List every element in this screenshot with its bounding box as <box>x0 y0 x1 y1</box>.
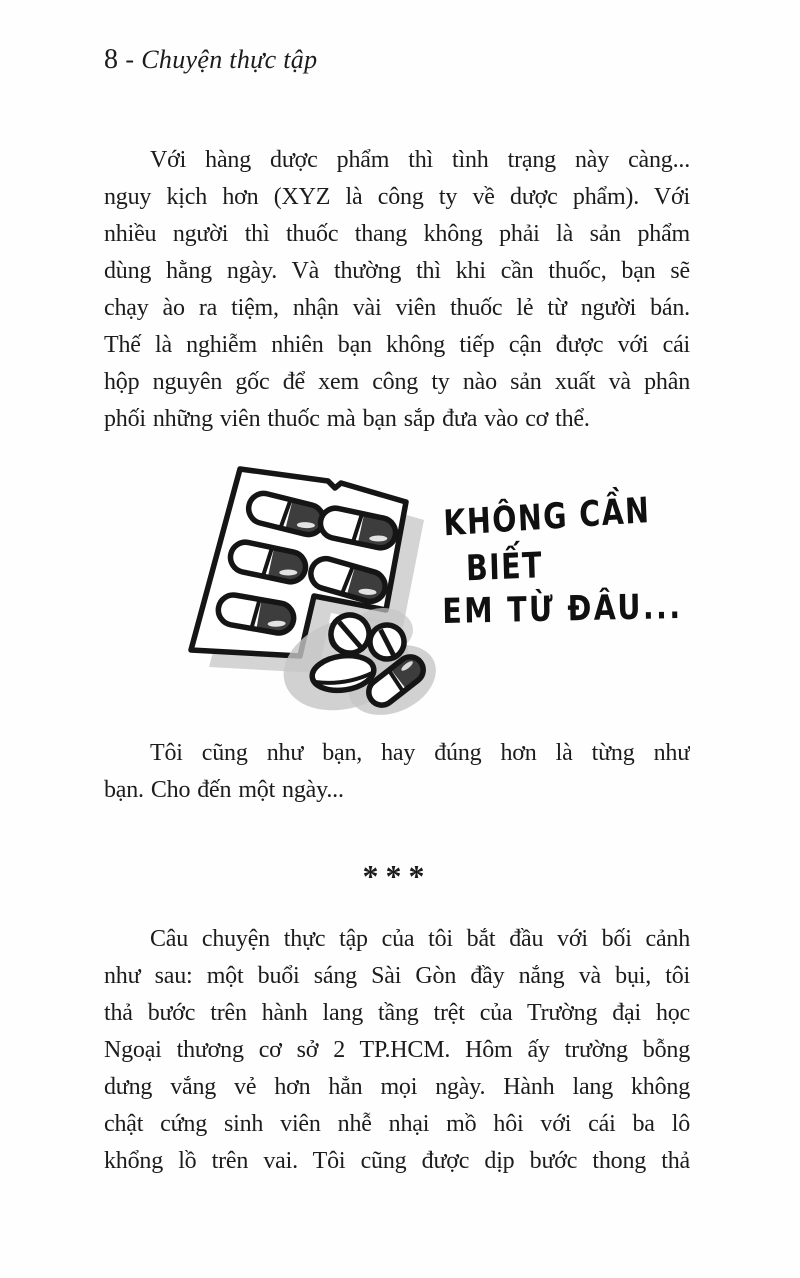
handwritten-caption-line-1: KHÔNG CẦN <box>442 490 652 545</box>
text-line: nhiều người thì thuốc thang không phải là sản phẩm <box>104 221 690 247</box>
header-separator: - <box>125 45 135 74</box>
page-number: 8 <box>104 44 119 75</box>
paragraph-1 <box>104 142 690 438</box>
text-line: nguy kịch hơn (XYZ là công ty về dược phẩm). Với <box>104 184 690 210</box>
text-line: hộp nguyên gốc để xem công ty nào sản xuất và phân <box>104 369 690 395</box>
pills-illustration <box>178 452 738 722</box>
text-line: dùng hằng ngày. Và thường thì khi cần thuốc, bạn sẽ <box>104 258 690 284</box>
text-line: phối những viên thuốc mà bạn sắp đưa vào cơ thể. <box>104 406 590 432</box>
chapter-title: Chuyện thực tập <box>141 45 318 74</box>
paragraph-2 <box>104 735 690 809</box>
text-line: dưng vắng vẻ hơn hẳn mọi ngày. Hành lang không <box>104 1074 690 1100</box>
text-line: như sau: một buổi sáng Sài Gòn đầy nắng và bụi, tôi <box>104 963 690 989</box>
text-line: Câu chuyện thực tập của tôi bắt đầu với bối cảnh <box>150 926 690 952</box>
text-line: khổng lồ trên vai. Tôi cũng được dịp bước thong thả <box>104 1148 690 1174</box>
text-line: Với hàng dược phẩm thì tình trạng này càng... <box>150 147 690 173</box>
handwritten-caption-line-3: EM TỪ ĐÂU... <box>442 586 683 633</box>
text-line: Tôi cũng như bạn, hay đúng hơn là từng như <box>150 740 690 766</box>
paragraph-3 <box>104 921 690 1180</box>
text-line: Ngoại thương cơ sở 2 TP.HCM. Hôm ấy trường bỗng <box>104 1037 690 1063</box>
section-break: *** <box>362 858 432 894</box>
text-line: Thế là nghiễm nhiên bạn không tiếp cận được với cái <box>104 332 690 358</box>
handwritten-caption-line-2: BIẾT <box>465 545 544 590</box>
page-header <box>104 44 317 76</box>
text-line: thả bước trên hành lang tầng trệt của Trường đại học <box>104 1000 690 1026</box>
text-line: chật cứng sinh viên nhễ nhại mồ hôi với cái ba lô <box>104 1111 690 1137</box>
text-line: bạn. Cho đến một ngày... <box>104 777 344 803</box>
text-line: chạy ào ra tiệm, nhận vài viên thuốc lẻ từ người bán. <box>104 295 690 321</box>
